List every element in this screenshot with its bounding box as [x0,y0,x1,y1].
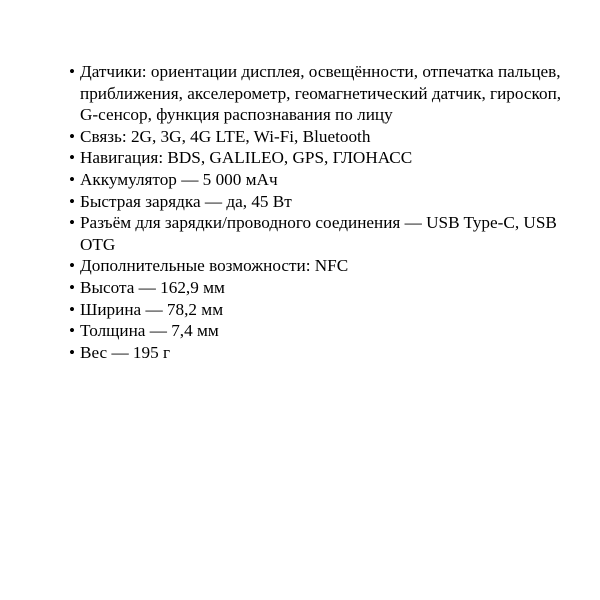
bullet-icon: • [69,62,76,81]
spec-text: Связь: 2G, 3G, 4G LTE, Wi-Fi, Bluetooth [80,126,371,146]
spec-text: Высота — 162,9 мм [80,277,225,297]
spec-text: Быстрая зарядка — да, 45 Вт [80,191,292,211]
bullet-icon: • [69,299,76,319]
bullet-icon: • [69,191,76,211]
spec-text: Разъём для зарядки/проводного соединения — USB Type-C, USB OTG [80,213,557,254]
bullet-icon: • [69,256,76,276]
spec-text: Толщина — 7,4 мм [80,321,219,341]
bullet-icon: • [69,126,76,146]
spec-item-width [69,299,574,321]
spec-item-thickness [69,320,574,342]
spec-item-port [69,212,574,255]
spec-item-sensors [69,61,574,126]
spec-text: Датчики: ориентации дисплея, освещённости, отпечатка пальцев, приближения, акселерометр, геомагнетический датчик, гироскоп, G-сенсор, функция распознавания по лицу [80,62,562,125]
spec-text: Дополнительные возможности: NFC [80,256,349,276]
bullet-icon: • [69,321,76,341]
bullet-icon: • [69,148,76,168]
bullet-icon: • [69,169,76,189]
spec-text: Навигация: BDS, GALILEO, GPS, ГЛОНАСС [80,148,413,168]
spec-item-navigation [69,147,574,169]
bullet-icon: • [69,342,76,362]
spec-item-height [69,277,574,299]
spec-text: Ширина — 78,2 мм [80,299,224,319]
spec-item-connectivity [69,126,574,148]
spec-item-extra-features [69,255,574,277]
bullet-icon: • [69,277,76,297]
spec-text: Вес — 195 г [80,342,171,362]
spec-text: Аккумулятор — 5 000 мАч [80,169,278,189]
spec-item-fast-charging [69,191,574,213]
bullet-icon: • [69,213,76,233]
spec-list [69,61,574,363]
spec-item-battery [69,169,574,191]
spec-item-weight [69,342,574,364]
